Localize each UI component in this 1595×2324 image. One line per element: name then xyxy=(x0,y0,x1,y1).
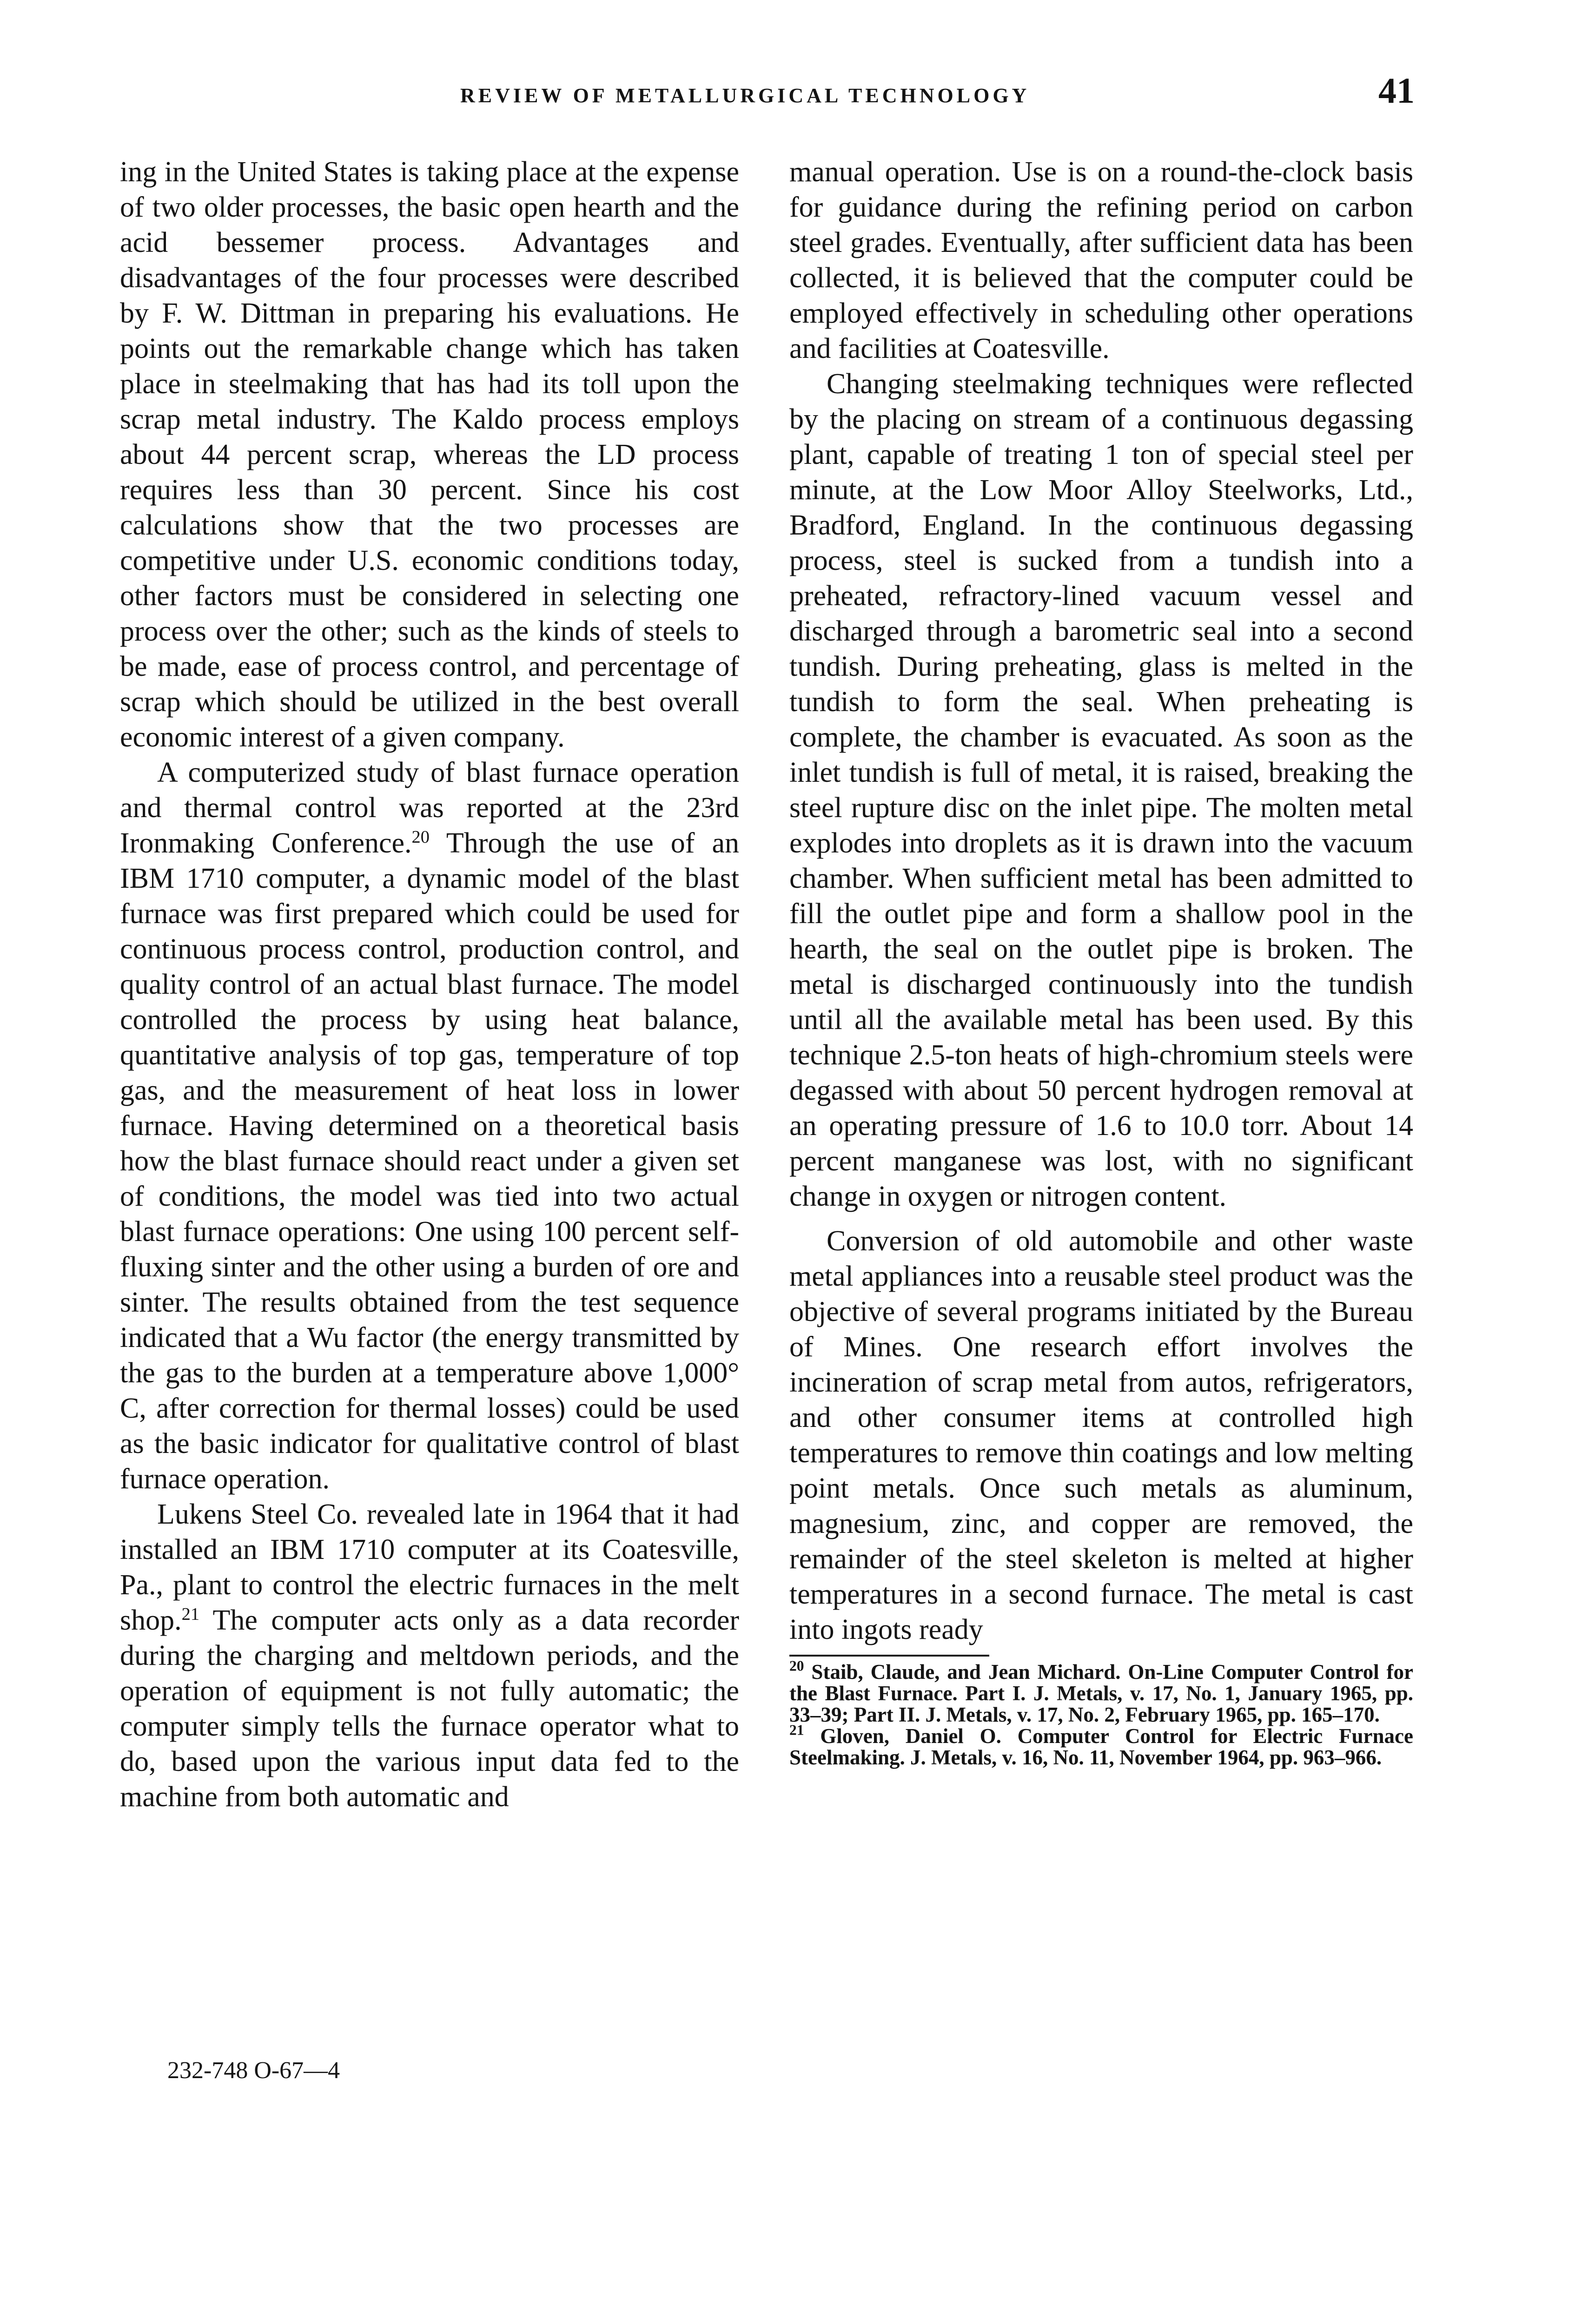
footnote-number: 20 xyxy=(789,1657,804,1674)
footnote-ref-20: 20 xyxy=(411,827,430,847)
paragraph-lukens-steel xyxy=(120,1497,739,1815)
page-number: 41 xyxy=(1378,70,1415,111)
footnote-21 xyxy=(789,1722,1413,1769)
right-column xyxy=(789,154,1413,1768)
paragraph-blast-furnace-study xyxy=(120,755,739,1497)
footnote-20 xyxy=(789,1657,1413,1726)
footnote-ref-21: 21 xyxy=(181,1604,200,1624)
paragraph-text: The computer acts only as a data recorder during the charging and meltdown periods, and the operation of equipment is not fully automatic; the computer simply tells the furnace operator what to do, based upon the various input data fed to the machine from both automatic and xyxy=(120,1604,739,1813)
paragraph-text: Lukens Steel Co. revealed late in 1964 that it had installed an IBM 1710 computer at its Coatesville, Pa., plant to control the electric furnaces in the melt shop. xyxy=(120,1499,739,1636)
footnote-number: 21 xyxy=(789,1722,804,1738)
left-column xyxy=(120,154,739,1815)
footnote-text: Staib, Claude, and Jean Michard. On-Line Computer Control for the Blast Furnace. Part I. J. Metals, v. 17, No. 1, January 1965, pp. 33–39; Part II. J. Metals, v. 17, No. 2, February 1965, pp. 165–170. xyxy=(789,1660,1413,1726)
running-header: REVIEW OF METALLURGICAL TECHNOLOGY xyxy=(460,84,1030,107)
footnotes xyxy=(789,1657,1413,1769)
paragraph-continuous-degassing: Changing steelmaking techniques were reflected by the placing on stream of a continuous degassing plant, capable of treating 1 ton of special steel per minute, at the Low Moor Alloy Steelworks, Ltd., Bradford, England. In the continuous degassing process, steel is sucked from a tundish into a preheated, refractory-lined vacuum vessel and discharged through a barometric seal into a second tundish. During preheating, glass is melted in the tundish to form the seal. When preheating is complete, the chamber is evacuated. As soon as the inlet tundish is full of metal, it is raised, breaking the steel rupture disc on the inlet pipe. The molten metal explodes into droplets as it is drawn into the vacuum chamber. When sufficient metal has been admitted to fill the outlet pipe and form a shallow pool in the hearth, the seal on the outlet pipe is broken. The metal is discharged continuously into the tundish until all the available metal has been used. By this technique 2.5-ton heats of high-chromium steels were degassed with about 50 percent hydrogen removal at an operating pressure of 1.6 to 10.0 torr. About 14 percent manganese was lost, with no significant change in oxygen or nitrogen content. xyxy=(789,368,1413,1212)
paragraph-scrap-conversion: Conversion of old automobile and other waste metal appliances into a reusable steel product was the objective of several programs initiated by the Bureau of Mines. One research effort involves the incineration of scrap metal from autos, refrigerators, and other consumer items at controlled high temperatures to remove thin coatings and low melting point metals. Once such metals as aluminum, magnesium, zinc, and copper are removed, the remainder of the steel skeleton is melted at higher temperatures in a second furnace. The metal is cast into ingots ready xyxy=(789,1225,1413,1645)
paragraph-steelmaking-processes: ing in the United States is taking place at the expense of two older processes, the basic open hearth and the acid bessemer process. Advantages and disadvantages of the four processes were described by F. W. Dittman in preparing his evaluations. He points out the remarkable change which has taken place in steelmaking that has had its toll upon the scrap metal industry. The Kaldo process employs about 44 percent scrap, whereas the LD process requires less than 30 percent. Since his cost calculations show that the two processes are competitive under U.S. economic conditions today, other factors must be considered in selecting one process over the other; such as the kinds of steels to be made, ease of process control, and percentage of scrap which should be utilized in the best overall economic interest of a given company. xyxy=(120,156,739,753)
paragraph-manual-operation: manual operation. Use is on a round-the-clock basis for guidance during the refining period on carbon steel grades. Eventually, after sufficient data has been collected, it is believed that the computer could be employed effectively in scheduling other operations and facilities at Coatesville. xyxy=(789,156,1413,364)
print-code: 232-748 O-67—4 xyxy=(167,2057,340,2084)
footnote-divider xyxy=(789,1655,989,1657)
paragraph-text: Through the use of an IBM 1710 computer, a dynamic model of the blast furnace was first prepared which could be used for continuous process control, production control, and quality control of an actual blast furnace. The model controlled the process by using heat balance, quantitative analysis of top gas, temperature of top gas, and the measurement of heat loss in lower furnace. Having determined on a theoretical basis how the blast furnace should react under a given set of conditions, the model was tied into two actual blast furnace operations: One using 100 percent self-fluxing sinter and the other using a burden of ore and sinter. The results obtained from the test sequence indicated that a Wu factor (the energy transmitted by the gas to the burden at a temperature above 1,000° C, after correction for thermal losses) could be used as the basic indicator for qualitative control of blast furnace operation. xyxy=(120,827,739,1495)
footnote-text: Gloven, Daniel O. Computer Control for Electric Furnace Steelmaking. J. Metals, v. 16, No. 11, November 1964, pp. 963–966. xyxy=(789,1724,1413,1769)
paragraph-text: A computerized study of blast furnace operation and thermal control was reported at the 23rd Ironmaking Conference. xyxy=(120,757,739,859)
